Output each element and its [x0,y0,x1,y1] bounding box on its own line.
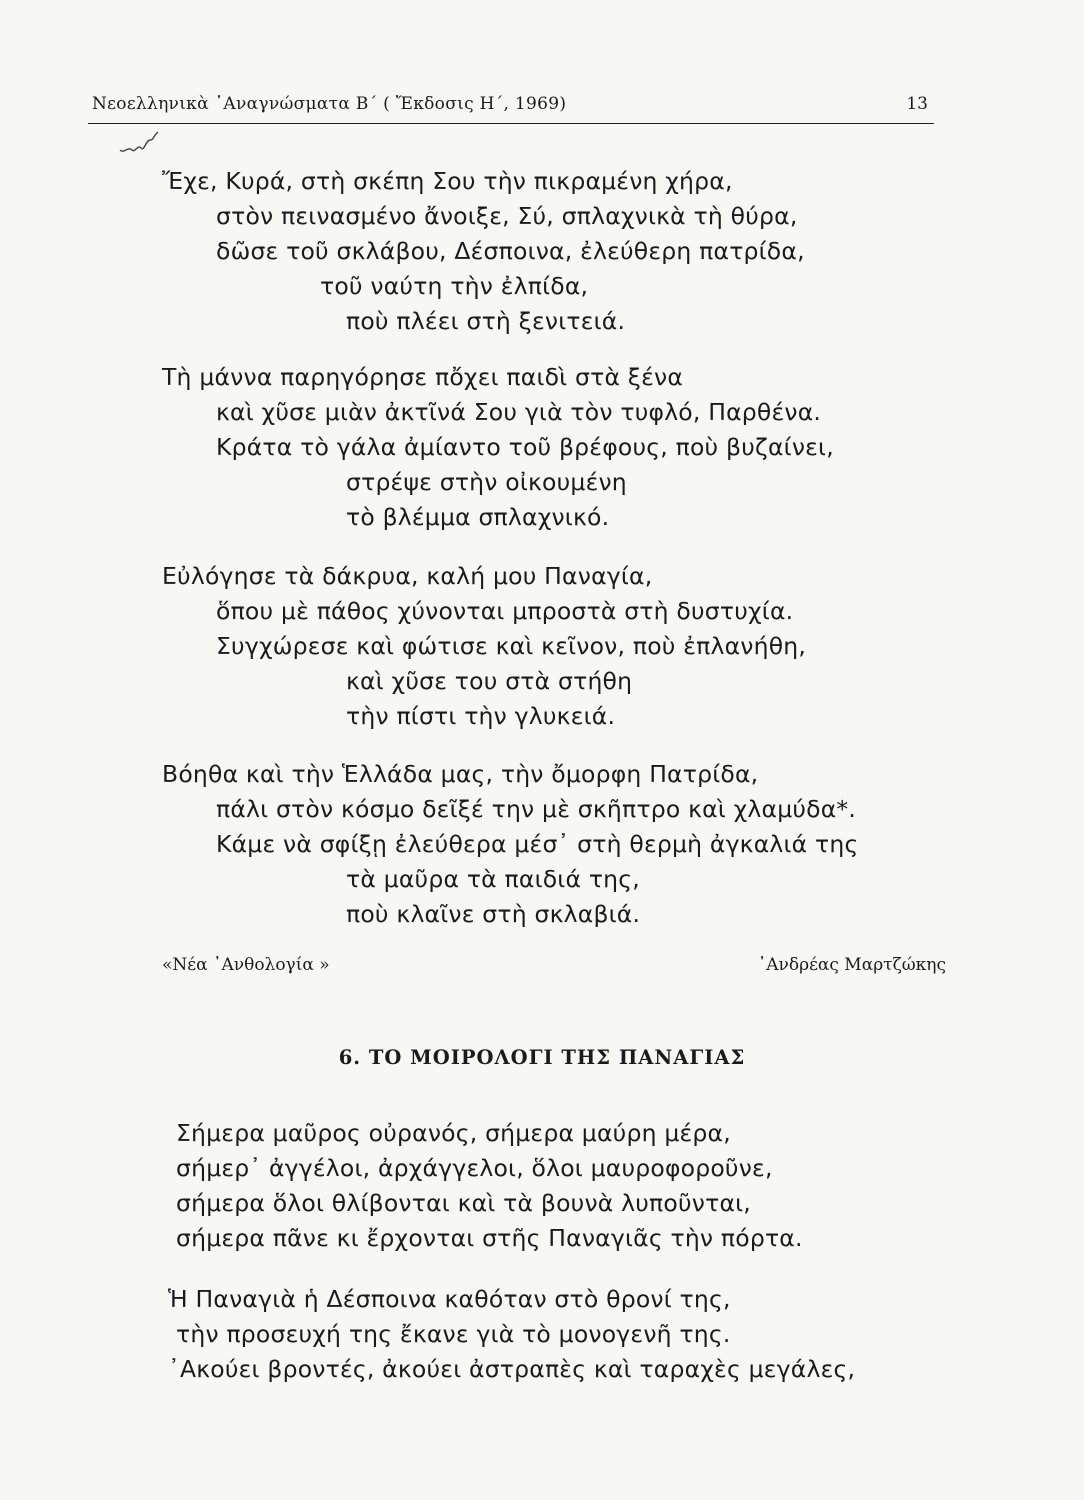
verse-line: τὴν προσευχή της ἔκανε γιὰ τὸ μονογενῆ της. [176,1320,731,1348]
verse-line: Σήμερα μαῦρος οὐρανός, σήμερα μαύρη μέρα, [176,1119,731,1147]
author-name: ᾿Ανδρέας Μαρτζώκης [757,955,946,975]
verse-line: σήμερα πᾶνε κι ἔρχονται στῆς Παναγιᾶς τὴν πόρτα. [176,1224,803,1252]
verse-line: σήμερ᾿ ἀγγέλοι, ἀρχάγγελοι, ὅλοι μαυροφοροῦνε, [176,1154,773,1182]
verse-line: τοῦ ναύτη τὴν ἐλπίδα, [320,272,589,300]
verse-line: Ἔχε, Κυρά, στὴ σκέπη Σου τὴν πικραμένη χήρα, [162,167,733,195]
verse-line: τὰ μαῦρα τὰ παιδιά της, [346,865,640,893]
source-citation: «Νέα ᾿Ανθολογία » [162,955,330,975]
verse-line: ὅπου μὲ πάθος χύνονται μπροστὰ στὴ δυστυχία. [216,597,794,625]
verse-line: Συγχώρεσε καὶ φώτισε καὶ κεῖνον, ποὺ ἐπλανήθη, [216,632,807,660]
verse-line: τὴν πίστι τὴν γλυκειά. [346,702,616,730]
verse-line: Τὴ μάννα παρηγόρησε πὄχει παιδὶ στὰ ξένα [162,363,684,391]
verse-line: Ἡ Παναγιὰ ἡ Δέσποινα καθόταν στὸ θρονί της, [168,1285,731,1313]
running-title: Νεοελληνικὰ ᾿Αναγνώσματα Β΄ ( Ἔκδοσις Η΄, 1969) [92,94,567,114]
verse-line: δῶσε τοῦ σκλάβου, Δέσποινα, ἐλεύθερη πατρίδα, [216,237,805,265]
verse-line: Κάμε νὰ σφίξῃ ἐλεύθερα μέσ᾿ στὴ θερμὴ ἀγκαλιά της [216,830,859,858]
verse-line: τὸ βλέμμα σπλαχνικό. [346,503,610,531]
verse-line: στὸν πεινασμένο ἄνοιξε, Σύ, σπλαχνικὰ τὴ θύρα, [216,202,798,230]
section-title: 6. ΤΟ ΜΟΙΡΟΛΟΓΙ ΤΗΣ ΠΑΝΑΓΙΑΣ [338,1046,746,1069]
verse-line: καὶ χῦσε μιὰν ἀκτῖνά Σου γιὰ τὸν τυφλό, Παρθένα. [216,398,822,426]
verse-line: σήμερα ὅλοι θλίβονται καὶ τὰ βουνὰ λυποῦνται, [176,1189,751,1217]
verse-line: πάλι στὸν κόσμο δεῖξέ την μὲ σκῆπτρο καὶ χλαμύδα*. [216,795,857,823]
verse-line: καὶ χῦσε του στὰ στήθη [346,667,633,695]
running-header [88,92,934,122]
verse-line: Βόηθα καὶ τὴν Ἑλλάδα μας, τὴν ὄμορφη Πατρίδα, [162,760,759,788]
verse-line: Εὐλόγησε τὰ δάκρυα, καλή μου Παναγία, [162,562,653,590]
verse-line: Κράτα τὸ γάλα ἀμίαντο τοῦ βρέφους, ποὺ βυζαίνει, [216,433,834,461]
verse-line: ποὺ πλέει στὴ ξενιτειά. [346,307,626,335]
handwritten-mark [118,128,162,158]
verse-line: στρέψε στὴν οἰκουμένη [346,468,627,496]
verse-line: ποὺ κλαῖνε στὴ σκλαβιά. [346,900,641,928]
header-rule [88,123,934,124]
verse-line: ᾿Ακούει βροντές, ἀκούει ἀστραπὲς καὶ ταραχὲς μεγάλες, [168,1355,856,1383]
page-number: 13 [906,94,928,114]
